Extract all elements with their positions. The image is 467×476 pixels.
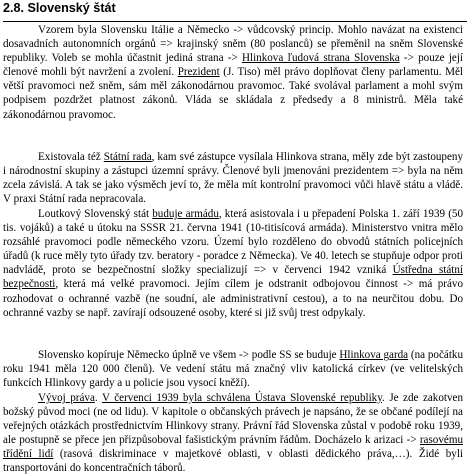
document-page bbox=[3, 0, 464, 475]
paragraph-army-police bbox=[3, 207, 463, 320]
text-run: (rasová diskriminace v majetkové oblasti, v oblasti dědického práva,…). Židé byli transportováni do koncentračních táborů. bbox=[3, 448, 463, 475]
heading-divider bbox=[3, 21, 467, 22]
underlined-term: rasovému třídění lidí bbox=[3, 434, 463, 461]
underlined-term: Prezident bbox=[177, 66, 220, 79]
text-run: Existovala též bbox=[38, 151, 104, 163]
text-run: Loutkový Slovenský stát bbox=[38, 208, 153, 220]
text-run: . bbox=[94, 392, 102, 404]
text-run: Vzorem byla Slovensku Itálie a Německo -> vůdcovský princip. Mohlo navázat na existenci dosavadních autonomních orgánů => krajinský sněm (80 poslanců) se přeměnil na sněm Slovenské republiky. Voleb se mohla účastnit jediná strana -> bbox=[3, 24, 463, 65]
text-run: , která má velké pravomoci. Jejím cílem je odstranit odbojovou činnost -> má právo rozhodovat o ochranné vazbě (ne soudní, ale administrativní cestou), a to na neurčitou dobu. Do ochranné vazby se např. zavírají odsouzené osoby, které si již svůj trest odpykaly. bbox=[3, 278, 463, 319]
text-run: (na počátku roku 1941 měla 120 000 členů). Ve vedení státu má značný vliv katolická církev (ve velitelských funkcích Hlinkovy gardy a u policie jsou vysocí kněží). bbox=[3, 349, 464, 390]
underlined-term: Státní rada bbox=[103, 151, 152, 163]
text-run: , která asistovala i u přepadení Polska 1. září 1939 (50 tis. vojáků) a také u útoku na SSSR 21. června 1941 (10-titisícová armáda). Ministerstvo vnitra mělo rozsáhlé pravomoci podle německého vzoru. Území bylo rozděleno do obvodů státních policejních úřadů (k ruce měly tyto úřady tzv. beratory - poradce z Německa). Ve 40. letech se stupňuje odpor proti nadvládě, proto se bezpečnostní složky specializují => v červenci 1942 vzniká bbox=[3, 208, 464, 277]
paragraph-law-development bbox=[3, 391, 463, 476]
text-run: Slovensko kopíruje Německo úplně ve všem -> podle SS se buduje bbox=[38, 349, 340, 361]
paragraph-hlinka-guard bbox=[3, 348, 463, 390]
text-run: , kam své zástupce vysílala Hlinkova strana, měly zde být zastoupeny i národnostní skupiny a zástupci územní správy. Členové byli jmenováni prezidentem => byla na něm zcela závislá. A tak se jako výsměch jeví to, že měla mít kontrolní pravomoci vůči hlavě státu a vládě. V praxi Státní rada nepracovala. bbox=[3, 151, 463, 206]
underlined-term: Hlinkova garda bbox=[339, 349, 409, 361]
paragraph-state-council bbox=[3, 150, 463, 206]
underlined-term: Vývoj práva bbox=[38, 392, 95, 404]
text-run: (J. Tiso) měl právo doplňovat členy parlamentu. Měl větší pravomoci než sněm, sám měl zákonodárnou pravomoc. Také svolával parlament a mohl svým podpisem pozdržet platnost zákonů. Vláda se skládala z předsedy a 8 ministrů. Měla také zákonodárnou pravomoc. bbox=[3, 66, 463, 121]
underlined-term: buduje armádu bbox=[152, 208, 219, 220]
text-run: . Je zde zakotven božský původ moci (ne od lidu). V kapitole o občanských právech je napsáno, že se občané podílejí na veřejných otázkách prostřednictvím Hlinkovy strany. Právní řád Slovenska zůstal v podobě roku 1939, ale postupně se přece jen přizpůsoboval fašistickým právním řádům. Docházelo k arizaci -> bbox=[3, 392, 463, 447]
underlined-term: Ústředna státní bezpečnosti bbox=[3, 264, 463, 291]
paragraph-organs bbox=[3, 23, 463, 122]
underlined-term: V červenci 1939 byla schválena Ústava Slovenské republiky bbox=[101, 392, 383, 404]
underlined-term: Hlinkova ľudová strana Slovenska bbox=[241, 52, 400, 65]
section-heading: 2.8. Slovenský štát bbox=[3, 1, 116, 15]
text-run: -> pouze její členové mohli být navržení a zvolení. bbox=[3, 52, 464, 79]
